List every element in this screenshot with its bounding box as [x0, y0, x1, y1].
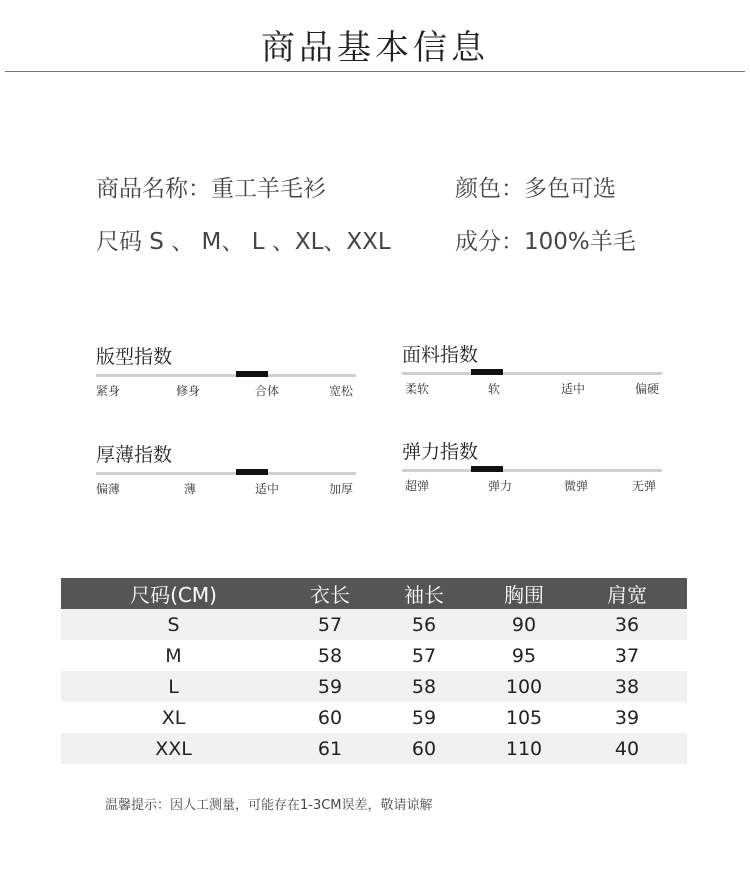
cell-size: M	[165, 644, 182, 667]
thickness-index	[96, 440, 356, 500]
cell-length: 61	[286, 733, 374, 764]
index-label: 修身	[176, 384, 201, 398]
cell-sleeve: 56	[374, 609, 474, 640]
cell-size: S	[61, 609, 286, 640]
index-marker	[236, 469, 268, 475]
cell-chest: 95	[511, 644, 537, 667]
fabric-index	[402, 340, 662, 400]
index-label: 无弹	[632, 479, 657, 493]
index-label: 紧身	[96, 384, 121, 398]
index-label: 超弹	[405, 479, 430, 493]
cell-size: L	[61, 671, 286, 702]
header-pad	[680, 578, 687, 609]
product-material: 成分：100%羊毛	[455, 229, 636, 255]
index-title: 厚薄指数	[96, 444, 173, 466]
title-divider	[5, 71, 745, 72]
index-track	[96, 472, 356, 475]
header-length: 衣长	[286, 578, 374, 609]
cell-shoulder: 38	[574, 671, 680, 702]
cell-length: 58	[317, 644, 343, 667]
cell-shoulder: 40	[574, 733, 680, 764]
table-row	[61, 640, 687, 671]
index-label: 加厚	[329, 482, 354, 496]
product-name: 商品名称：重工羊毛衫	[96, 176, 326, 202]
cell-shoulder: 36	[574, 609, 680, 640]
cell-pad	[680, 702, 687, 733]
index-label: 薄	[184, 482, 197, 496]
index-title: 弹力指数	[402, 441, 479, 463]
table-row	[61, 671, 687, 702]
cell-sleeve: 59	[411, 706, 437, 729]
index-marker	[471, 369, 503, 375]
elasticity-index	[402, 437, 662, 497]
cell-chest: 100	[474, 671, 574, 702]
product-size: 尺码 S 、 M、 L 、XL、XXL	[96, 229, 391, 255]
cell-sleeve: 58	[374, 671, 474, 702]
index-title: 面料指数	[402, 344, 479, 366]
cell-shoulder: 37	[614, 644, 640, 667]
cell-chest: 105	[505, 706, 543, 729]
cell-pad	[680, 671, 687, 702]
index-label: 合体	[255, 384, 280, 398]
index-label: 适中	[561, 382, 586, 396]
index-label: 偏薄	[96, 482, 121, 496]
measurement-note: 温馨提示：因人工测量，可能存在1-3CM误差，敬请谅解	[105, 798, 433, 813]
index-label: 宽松	[329, 384, 354, 398]
header-shoulder: 肩宽	[574, 578, 680, 609]
cell-sleeve: 60	[374, 733, 474, 764]
cell-chest: 110	[474, 733, 574, 764]
header-chest: 胸围	[474, 578, 574, 609]
index-label: 微弹	[564, 479, 589, 493]
index-track	[402, 372, 662, 375]
index-label: 弹力	[488, 479, 513, 493]
table-row	[61, 609, 687, 640]
fit-index	[96, 342, 356, 402]
index-marker	[471, 466, 503, 472]
table-header-row	[61, 578, 687, 609]
index-label: 柔软	[405, 382, 430, 396]
cell-pad	[680, 609, 687, 640]
cell-length: 60	[317, 706, 343, 729]
cell-sleeve: 57	[411, 644, 437, 667]
cell-length: 59	[286, 671, 374, 702]
table-row	[61, 702, 687, 733]
index-label: 偏硬	[635, 382, 660, 396]
header-sleeve: 袖长	[374, 578, 474, 609]
index-track	[96, 374, 356, 377]
index-marker	[236, 371, 268, 377]
header-size: 尺码(CM)	[61, 578, 286, 609]
cell-shoulder: 39	[614, 706, 640, 729]
index-track	[402, 469, 662, 472]
table-row	[61, 733, 687, 764]
product-color: 颜色：多色可选	[455, 176, 616, 202]
index-title: 版型指数	[96, 346, 173, 368]
cell-pad	[680, 640, 687, 671]
index-label: 软	[488, 382, 501, 396]
cell-length: 57	[286, 609, 374, 640]
cell-pad	[680, 733, 687, 764]
cell-size: XXL	[61, 733, 286, 764]
index-label: 适中	[255, 482, 280, 496]
cell-size: XL	[161, 706, 186, 729]
size-table	[61, 578, 687, 764]
cell-chest: 90	[474, 609, 574, 640]
page-title: 商品基本信息	[261, 28, 489, 68]
